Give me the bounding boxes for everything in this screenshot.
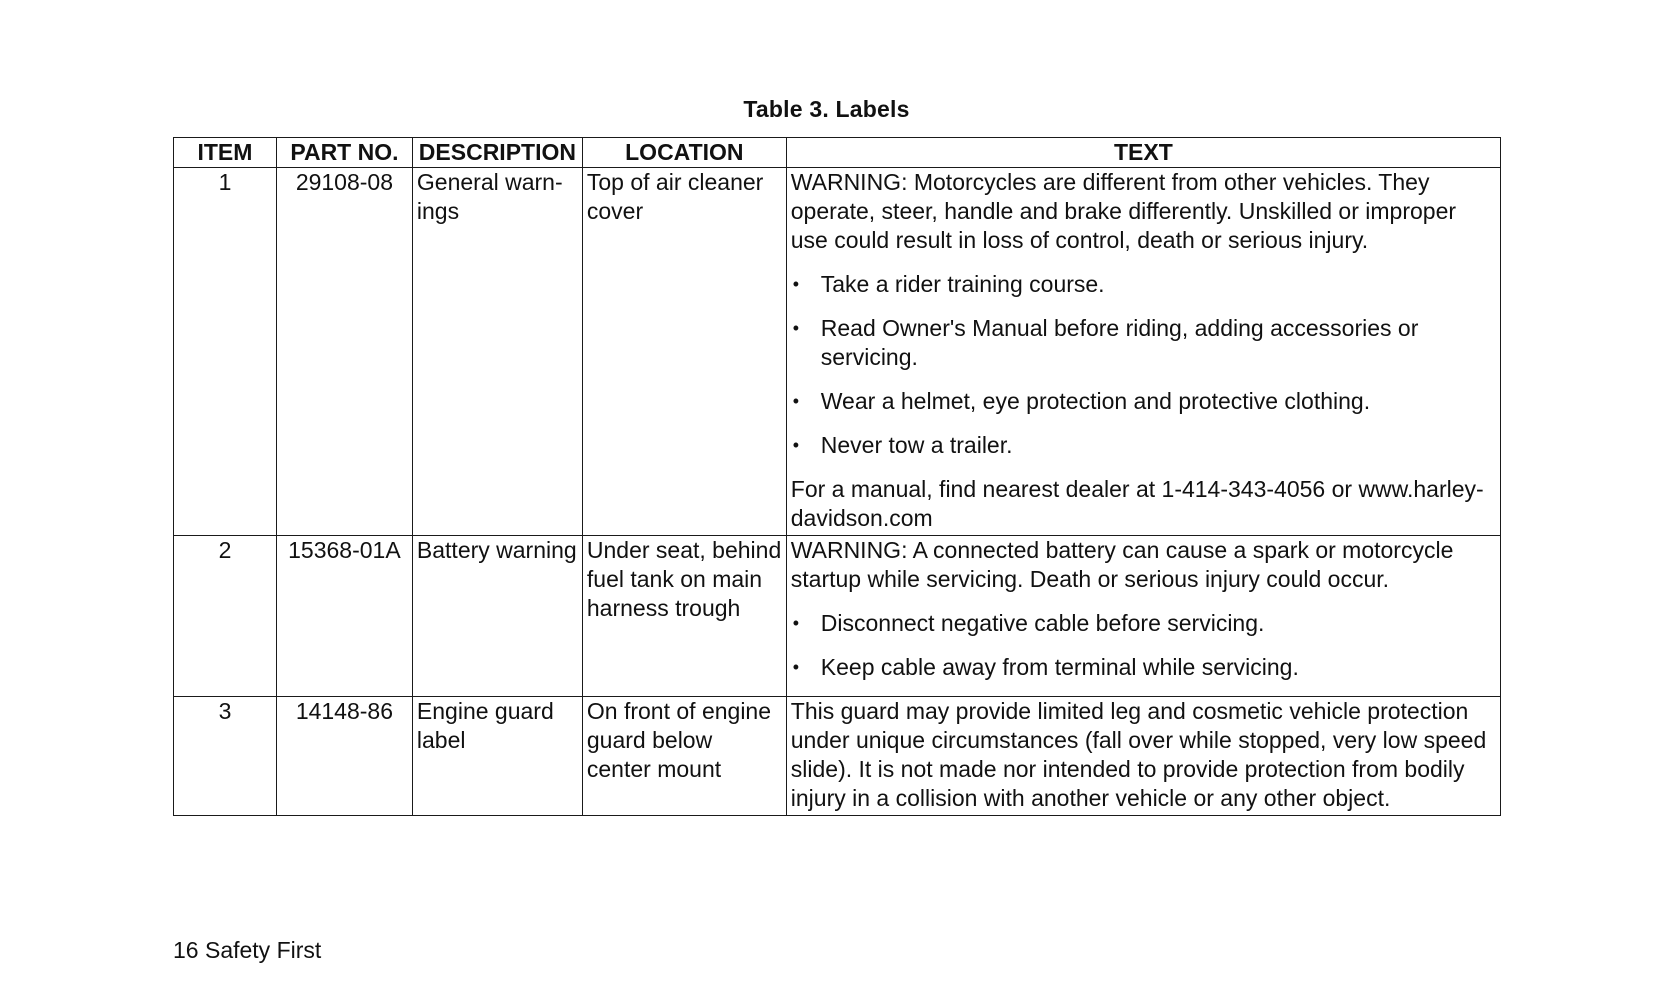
cell-text: [786, 697, 1500, 816]
bullet-icon: •: [792, 274, 800, 294]
cell-item: 1: [174, 168, 277, 536]
label-warning-text: WARNING: A connected battery can cause a spark or motorcycle startup while servicing. Death or serious injury could occur.: [790, 537, 1454, 592]
cell-location: On front of engine guard below center mount: [582, 697, 786, 816]
cell-text: [786, 536, 1500, 697]
cell-item: 3: [174, 697, 277, 816]
dealer-info-text: For a manual, find nearest dealer at 1-414-343-4056 or www.harley-davidson.com: [790, 476, 1484, 531]
bullet-list: [791, 270, 1496, 460]
list-item: • Never tow a trailer.: [792, 432, 1013, 458]
label-warning-text: WARNING: Motorcycles are different from other vehicles. They operate, steer, handle and brake differently. Unskilled or improper use could result in loss of control, death or serious injury.: [790, 169, 1457, 253]
list-item: • Take a rider training course.: [792, 271, 1105, 297]
cell-location: Top of air cleaner cover: [582, 168, 786, 536]
table-title: Table 3. Labels: [743, 96, 910, 122]
table-row: [174, 697, 1501, 816]
header-item: ITEM: [174, 138, 277, 168]
cell-text: [786, 168, 1500, 536]
cell-part-no: 15368-01A: [276, 536, 412, 697]
cell-description: Engine guard label: [412, 697, 582, 816]
labels-table: [173, 137, 1501, 816]
header-part-no: PART NO.: [276, 138, 412, 168]
header-description: DESCRIPTION: [412, 138, 582, 168]
header-text: TEXT: [786, 138, 1500, 168]
cell-item: 2: [174, 536, 277, 697]
table-row: [174, 168, 1501, 536]
cell-description: Battery warning: [412, 536, 582, 697]
label-text: This guard may provide limited leg and cosmetic vehicle protection under unique circumstances (fall over while stopped, very low speed slide). It is not made nor intended to provide protection from bodily injury in a collision with another vehicle or any other object.: [790, 698, 1487, 811]
bullet-icon: •: [792, 657, 800, 677]
list-item: • Read Owner's Manual before riding, adding accessories or servicing.: [792, 315, 1419, 370]
bullet-icon: •: [792, 391, 800, 411]
table-row: [174, 536, 1501, 697]
bullet-list: [791, 609, 1496, 682]
cell-part-no: 29108-08: [276, 168, 412, 536]
header-location: LOCATION: [582, 138, 786, 168]
cell-location: Under seat, behind fuel tank on main harness trough: [582, 536, 786, 697]
bullet-icon: •: [792, 318, 800, 338]
table-header-row: [174, 138, 1501, 168]
page-footer: 16 Safety First: [173, 937, 322, 963]
list-item: • Keep cable away from terminal while servicing.: [792, 654, 1299, 680]
list-item: • Disconnect negative cable before servicing.: [792, 610, 1265, 636]
bullet-icon: •: [792, 613, 800, 633]
bullet-icon: •: [792, 435, 800, 455]
cell-part-no: 14148-86: [276, 697, 412, 816]
cell-description: General warn-ings: [412, 168, 582, 536]
list-item: • Wear a helmet, eye protection and protective clothing.: [792, 388, 1371, 414]
